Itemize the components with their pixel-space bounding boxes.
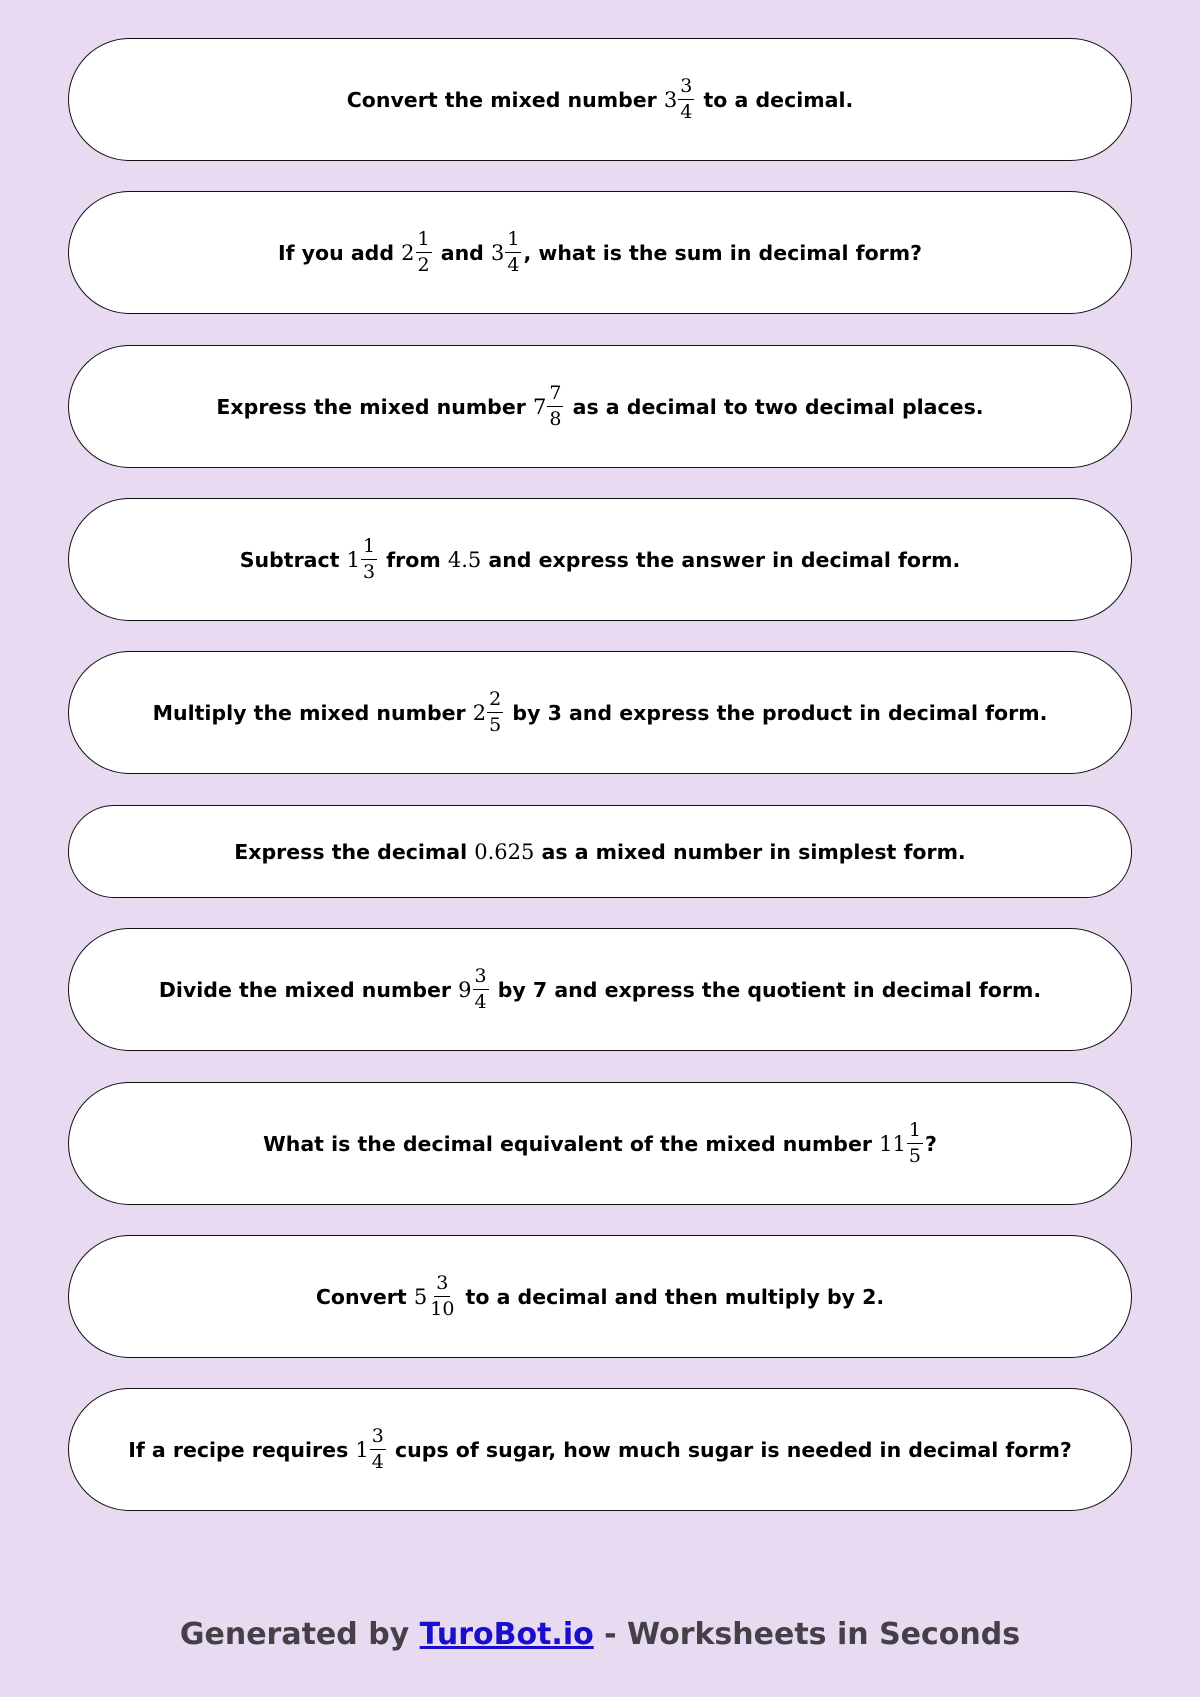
question-text	[153, 690, 1048, 735]
whole-part: 1	[355, 1437, 369, 1462]
fraction	[370, 1427, 386, 1472]
fraction	[505, 230, 521, 275]
fraction	[416, 230, 432, 275]
fraction-numerator: 3	[370, 1427, 386, 1450]
question-text-segment: Convert the mixed number	[346, 87, 664, 112]
fraction-numerator: 7	[547, 384, 563, 407]
question-card	[68, 928, 1132, 1051]
question-text-segment: What is the decimal equivalent of the mixed number	[263, 1131, 880, 1156]
question-text	[347, 77, 854, 122]
fraction	[547, 384, 563, 429]
whole-part: 1	[346, 547, 360, 572]
question-card	[68, 38, 1132, 161]
math-number: 4.5	[447, 547, 482, 572]
mixed-number	[347, 537, 379, 582]
fraction	[361, 537, 377, 582]
mixed-number	[458, 967, 490, 1012]
fraction-numerator: 3	[434, 1274, 450, 1297]
mixed-number	[879, 1121, 925, 1166]
question-card	[68, 1082, 1132, 1205]
fraction	[907, 1121, 923, 1166]
footer-prefix: Generated by	[179, 1617, 420, 1652]
question-text-segment: ?	[924, 1131, 937, 1156]
fraction-denominator: 10	[430, 1298, 455, 1320]
question-card	[68, 1388, 1132, 1511]
fraction-numerator: 1	[505, 230, 521, 253]
mixed-number	[401, 230, 433, 275]
whole-part: 7	[533, 394, 547, 419]
question-text	[278, 230, 922, 275]
fraction	[428, 1274, 456, 1319]
question-text	[240, 537, 961, 582]
whole-part: 3	[491, 240, 505, 265]
question-text-segment: Express the decimal	[234, 839, 475, 864]
turobot-link[interactable]: TuroBot.io	[419, 1617, 594, 1652]
question-card	[68, 345, 1132, 468]
mixed-number	[533, 384, 565, 429]
fraction-numerator: 1	[361, 537, 377, 560]
whole-part: 5	[413, 1284, 428, 1309]
footer	[0, 1617, 1200, 1652]
fraction	[487, 690, 503, 735]
mixed-number	[664, 77, 696, 122]
mixed-number	[473, 690, 505, 735]
whole-part: 2	[401, 240, 415, 265]
question-text-segment: cups of sugar, how much sugar is needed in decimal form?	[387, 1437, 1072, 1462]
mixed-number	[414, 1274, 459, 1319]
question-text-segment: and	[433, 240, 491, 265]
question-card	[68, 805, 1132, 898]
fraction-denominator: 3	[362, 561, 376, 583]
mixed-number	[491, 230, 523, 275]
question-text-segment: and express the answer in decimal form.	[481, 547, 961, 572]
question-text	[216, 384, 983, 429]
question-text-segment: Divide the mixed number	[158, 977, 459, 1002]
question-text-segment: If you add	[277, 240, 402, 265]
question-text-segment: as a mixed number in simplest form.	[534, 839, 966, 864]
fraction	[678, 77, 694, 122]
fraction-denominator: 4	[680, 101, 693, 123]
fraction	[473, 967, 489, 1012]
fraction-numerator: 1	[416, 230, 432, 253]
mixed-number	[355, 1427, 387, 1472]
question-text	[263, 1121, 937, 1166]
question-card	[68, 498, 1132, 621]
question-text-segment: by 3 and express the product in decimal form.	[505, 700, 1048, 725]
question-card	[68, 1235, 1132, 1358]
footer-suffix: - Worksheets in Seconds	[593, 1617, 1021, 1652]
math-number: 0.625	[474, 839, 535, 864]
question-text-segment: Subtract	[239, 547, 347, 572]
fraction-denominator: 5	[489, 714, 502, 736]
question-text-segment: to a decimal and then multiply by 2.	[458, 1284, 885, 1309]
whole-part: 9	[458, 977, 472, 1002]
whole-part: 3	[663, 87, 678, 112]
question-card	[68, 651, 1132, 774]
question-text-segment: to a decimal.	[696, 87, 854, 112]
question-text	[316, 1274, 884, 1319]
fraction-denominator: 4	[371, 1451, 384, 1473]
fraction-numerator: 3	[473, 967, 489, 990]
question-text-segment: Express the mixed number	[216, 394, 534, 419]
question-text-segment: If a recipe requires	[128, 1437, 356, 1462]
question-text-segment: Multiply the mixed number	[152, 700, 473, 725]
question-text	[128, 1427, 1072, 1472]
question-text	[234, 840, 965, 864]
question-text	[159, 967, 1041, 1012]
question-text-segment: , what is the sum in decimal form?	[523, 240, 923, 265]
fraction-denominator: 8	[549, 408, 562, 430]
whole-part: 2	[472, 700, 487, 725]
fraction-denominator: 4	[474, 991, 487, 1013]
fraction-numerator: 1	[907, 1121, 923, 1144]
fraction-numerator: 2	[487, 690, 503, 713]
question-text-segment: by 7 and express the quotient in decimal form.	[490, 977, 1042, 1002]
fraction-denominator: 5	[908, 1145, 921, 1167]
question-text-segment: from	[379, 547, 448, 572]
fraction-denominator: 4	[507, 254, 520, 276]
fraction-numerator: 3	[678, 77, 694, 100]
question-text-segment: as a decimal to two decimal places.	[565, 394, 984, 419]
whole-part: 11	[879, 1131, 906, 1156]
fraction-denominator: 2	[417, 254, 430, 276]
question-card	[68, 191, 1132, 314]
question-text-segment: Convert	[315, 1284, 414, 1309]
